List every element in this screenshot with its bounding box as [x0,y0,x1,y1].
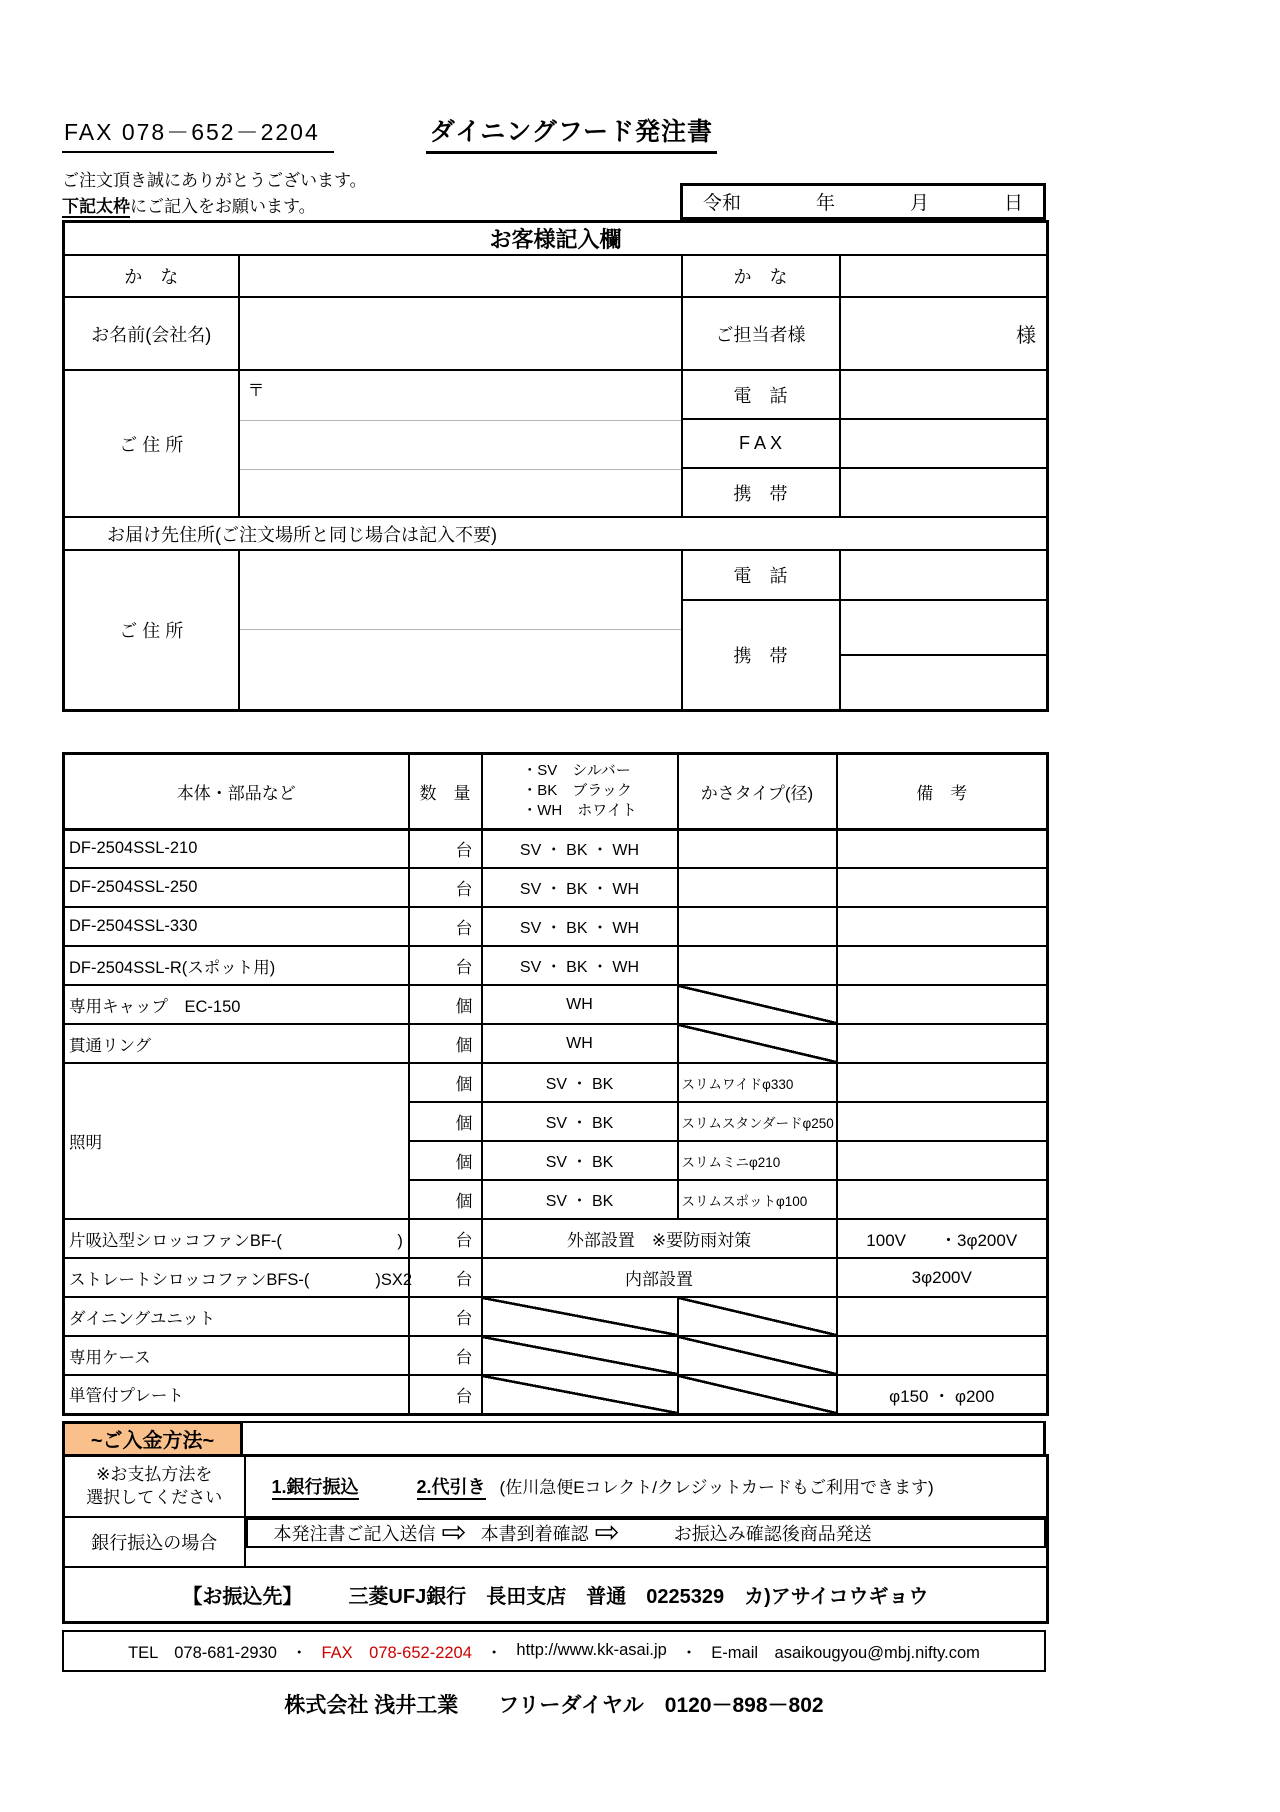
table-row [64,1219,1048,1258]
qty-input[interactable]: 個 [409,1102,482,1141]
order-table [62,752,1049,1416]
option-cod[interactable]: 2.代引き [417,1477,486,1500]
color-options[interactable]: WH [482,985,678,1024]
shade-input[interactable] [678,868,837,907]
color-options[interactable]: SV ・ BK ・ WH [482,907,678,946]
item-name: 貫通リング [64,1024,409,1063]
qty-input[interactable]: 台 [409,1219,482,1258]
table-row [64,907,1048,946]
item-name: 専用キャップ EC-150 [64,985,409,1024]
flow-step3: お振込み確認後商品発送 [673,1524,872,1544]
table-row [64,946,1048,985]
table-row [64,1258,1048,1297]
customer-section-title: お客様記入欄 [64,222,1048,256]
payment-table [62,1454,1049,1624]
qty-input[interactable]: 個 [409,1024,482,1063]
table-row [64,985,1048,1024]
item-name: 単管付プレート [64,1375,409,1414]
bank-transfer-case-label: 銀行振込の場合 [64,1517,245,1567]
qty-input[interactable]: 個 [409,1180,482,1219]
payee-label: 【お振込先】 [182,1585,303,1608]
delivery-tel-label: 電 話 [682,550,840,600]
contact-person-label: ご担当者様 [682,297,840,370]
item-name: 照明 [64,1063,409,1219]
kana-label-right: か な [682,255,840,297]
qty-input[interactable]: 台 [409,1336,482,1375]
table-row [64,829,1048,868]
placement-note: 外部設置 ※要防雨対策 [482,1219,837,1258]
slash-cell [678,1297,837,1336]
payee-row [64,1567,1048,1622]
tel-label: 電 話 [682,370,840,419]
contact-fax: FAX 078-652-2204 [321,1643,472,1662]
color-options[interactable]: SV ・ BK ・ WH [482,829,678,868]
item-name: DF-2504SSL-R(スポット用) [64,946,409,985]
delivery-address-label: ご 住 所 [64,550,239,710]
name-label: お名前(会社名) [64,297,239,370]
address-rule-line [240,629,681,630]
mobile-input[interactable] [840,468,1048,517]
qty-input[interactable]: 個 [409,1141,482,1180]
right-arrow-icon: ⇨ [441,1516,467,1549]
note-cell [837,1336,1048,1375]
item-name: ダイニングユニット [64,1297,409,1336]
payment-option-note: (佐川急便Eコレクト/クレジットカードもご利用できます) [499,1478,934,1498]
kana-input-left[interactable] [239,255,682,297]
contact-url[interactable]: http://www.kk-asai.jp [516,1641,667,1659]
payee-detail: 三菱UFJ銀行 長田支店 普通 0225329 カ)アサイコウギョウ [348,1585,929,1608]
contact-person-input[interactable] [840,297,1048,370]
address-rule-line [240,420,681,421]
address-input[interactable] [239,370,682,517]
note-cell [837,1024,1048,1063]
contact-tel: TEL 078-681-2930 [128,1643,277,1662]
qty-input[interactable]: 台 [409,829,482,868]
placement-note: 内部設置 [482,1258,837,1297]
note-cell [837,1102,1048,1141]
qty-input[interactable]: 台 [409,946,482,985]
delivery-address-input[interactable] [239,550,682,710]
slash-cell [678,1336,837,1375]
greeting-line1: ご注文頂き誠にありがとうございます。 [62,171,367,190]
kana-input-right[interactable] [840,255,1048,297]
greeting-text [62,168,367,220]
qty-input[interactable]: 個 [409,985,482,1024]
color-options[interactable]: WH [482,1024,678,1063]
form-header [62,112,1046,154]
company-name: 株式会社 浅井工業 [284,1693,459,1717]
option-bank-transfer[interactable]: 1.銀行振込 [272,1477,359,1500]
slash-cell [678,1375,837,1414]
color-options[interactable]: SV ・ BK [482,1180,678,1219]
item-name: ストレートシロッコファンBFS-( )SX2 [64,1258,409,1297]
greeting-line2: 下記太枠にご記入をお願います。 [62,197,316,216]
flow-step2: 本書到着確認 [480,1524,589,1544]
delivery-mobile-input[interactable] [840,600,1048,655]
item-name: 専用ケース [64,1336,409,1375]
postal-mark: 〒 [247,381,265,400]
color-options[interactable]: SV ・ BK [482,1063,678,1102]
slash-cell [678,985,837,1024]
col-header-color: ・SV シルバー ・BK ブラック ・WH ホワイト [482,753,678,829]
greeting-emphasis: 下記太枠 [62,197,130,216]
name-input[interactable] [239,297,682,370]
payment-method-label: ※お支払方法を 選択してください [64,1455,245,1517]
mobile-label: 携 帯 [682,468,840,517]
fax-label: F A X [682,419,840,468]
page-title: ダイニングフード発注書 [426,112,717,154]
qty-input[interactable]: 台 [409,1375,482,1414]
shade-option[interactable]: スリムスポットφ100 [678,1180,837,1219]
table-row [64,1024,1048,1063]
customer-info-table [62,220,1049,712]
table-row [64,1336,1048,1375]
qty-input[interactable]: 個 [409,1063,482,1102]
table-row [64,1375,1048,1414]
note-cell [837,1141,1048,1180]
bank-transfer-flow [246,1518,1047,1548]
slash-cell [482,1375,678,1414]
delivery-tel-input[interactable] [840,550,1048,600]
address-rule-line [240,469,681,470]
color-options[interactable]: SV ・ BK [482,1102,678,1141]
qty-input[interactable]: 台 [409,907,482,946]
slash-cell [678,1024,837,1063]
item-name: DF-2504SSL-330 [64,907,409,946]
item-name: DF-2504SSL-210 [64,829,409,868]
table-row [64,1297,1048,1336]
color-options[interactable]: SV ・ BK ・ WH [482,868,678,907]
shade-option[interactable]: スリムワイドφ330 [678,1063,837,1102]
qty-input[interactable]: 台 [409,1297,482,1336]
shade-input[interactable] [678,946,837,985]
note-cell [837,1063,1048,1102]
fax-input[interactable] [840,419,1048,468]
note-options[interactable]: φ150 ・ φ200 [837,1375,1048,1414]
qty-input[interactable]: 台 [409,868,482,907]
payment-section-tab: ~ご入金方法~ [62,1421,243,1457]
freedial-number: フリーダイヤル 0120－898－802 [498,1693,824,1717]
qty-input[interactable]: 台 [409,1258,482,1297]
shade-option[interactable]: スリムミニφ210 [678,1141,837,1180]
col-header-note: 備 考 [837,753,1048,829]
contact-email[interactable]: E-mail asaikougyou@mbj.nifty.com [711,1643,980,1662]
delivery-mobile-label: 携 帯 [682,600,840,710]
color-options[interactable]: SV ・ BK ・ WH [482,946,678,985]
tel-input[interactable] [840,370,1048,419]
note-cell [837,829,1048,868]
month-label: 月 [909,193,929,214]
sama-suffix: 様 [1016,325,1037,347]
flow-step1: 本発注書ご記入送信 [273,1524,436,1544]
note-options[interactable]: 100V ・3φ200V [837,1219,1048,1258]
right-arrow-icon: ⇨ [594,1516,620,1549]
payment-options [245,1455,1048,1517]
delivery-extra-input[interactable] [840,655,1048,710]
address-label: ご 住 所 [64,370,239,517]
shade-input[interactable] [678,829,837,868]
color-options[interactable]: SV ・ BK [482,1141,678,1180]
year-label: 年 [815,193,835,214]
note-options[interactable]: 3φ200V [837,1258,1048,1297]
contact-strip [62,1630,1046,1672]
note-cell [837,946,1048,985]
col-header-shade: かさタイプ(径) [678,753,837,829]
shade-input[interactable] [678,907,837,946]
kana-label-left: か な [64,255,239,297]
separator-dot: ・ [485,1643,503,1662]
separator-dot: ・ [290,1643,308,1662]
note-cell [837,868,1048,907]
shade-option[interactable]: スリムスタンダードφ250 [678,1102,837,1141]
col-header-item: 本体・部品など [64,753,409,829]
date-box[interactable] [680,183,1046,220]
col-header-qty: 数 量 [409,753,482,829]
note-cell [837,907,1048,946]
fax-number: FAX 078－652－2204 [62,114,334,153]
payment-tab-filler [243,1421,1046,1457]
era-label: 令和 [703,193,742,214]
note-cell [837,1297,1048,1336]
item-name: DF-2504SSL-250 [64,868,409,907]
day-label: 日 [1003,193,1023,214]
note-cell [837,985,1048,1024]
slash-cell [482,1336,678,1375]
delivery-section-header: お届け先住所(ご注文場所と同じ場合は記入不要) [64,517,1048,550]
table-row [64,1063,1048,1102]
table-row [64,868,1048,907]
note-cell [837,1180,1048,1219]
separator-dot: ・ [680,1643,698,1662]
item-name: 片吸込型シロッコファンBF-( ) [64,1219,409,1258]
company-footer [62,1689,1046,1719]
slash-cell [482,1297,678,1336]
